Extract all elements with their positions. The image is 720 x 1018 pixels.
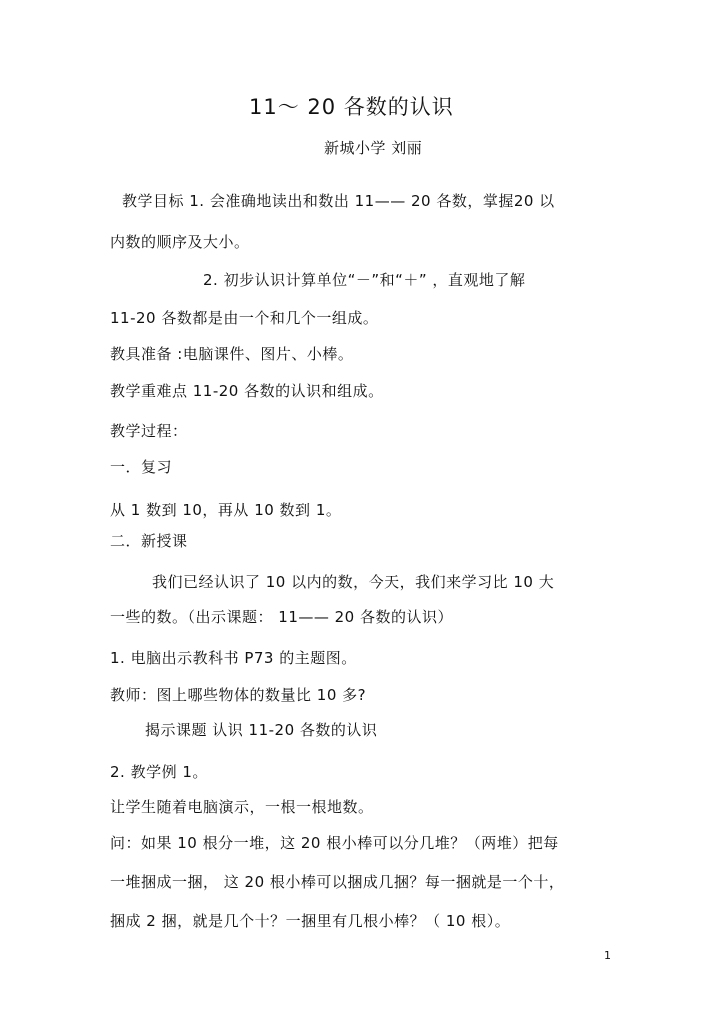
body-line: 教师：图上哪些物体的数量比 10 多?: [110, 686, 367, 704]
body-line: 教学目标 1. 会准确地读出和数出 11—— 20 各数，掌握20 以: [122, 192, 555, 210]
section-heading: 二．新授课: [110, 532, 188, 550]
body-line: 内数的顺序及大小。: [110, 233, 250, 251]
body-line: 教学过程：: [110, 422, 188, 440]
body-line: 1. 电脑出示教科书 P73 的主题图。: [110, 649, 357, 667]
body-line: 一些的数。（出示课题： 11—— 20 各数的认识）: [110, 608, 453, 626]
body-line: 一堆捆成一捆， 这 20 根小棒可以捆成几捆？每一捆就是一个十，: [110, 873, 565, 891]
body-line: 揭示课题 认识 11-20 各数的认识: [145, 721, 378, 739]
body-line: 11-20 各数都是由一个和几个一组成。: [110, 309, 379, 327]
document-title: 11～ 20 各数的认识: [249, 95, 454, 119]
body-line: 捆成 2 捆，就是几个十？一捆里有几根小棒？（ 10 根）。: [110, 912, 511, 930]
body-line: 教学重难点 11-20 各数的认识和组成。: [110, 382, 384, 400]
body-line: 让学生随着电脑演示，一根一根地数。: [110, 798, 374, 816]
body-line: 教具准备 :电脑课件、图片、小棒。: [110, 345, 354, 363]
body-line: 问：如果 10 根分一堆，这 20 根小棒可以分几堆？（两堆）把每: [110, 834, 559, 852]
section-heading: 一．复习: [110, 458, 173, 476]
page-number: 1: [604, 949, 611, 962]
author-line: 新城小学 刘丽: [324, 139, 423, 157]
body-line: 从 1 数到 10，再从 10 数到 1。: [110, 501, 342, 519]
body-line: 我们已经认识了 10 以内的数，今天，我们来学习比 10 大: [152, 573, 555, 591]
body-line: 2. 教学例 1。: [110, 763, 208, 781]
body-line: 2. 初步认识计算单位“－”和“＋” ，直观地了解: [203, 271, 526, 289]
